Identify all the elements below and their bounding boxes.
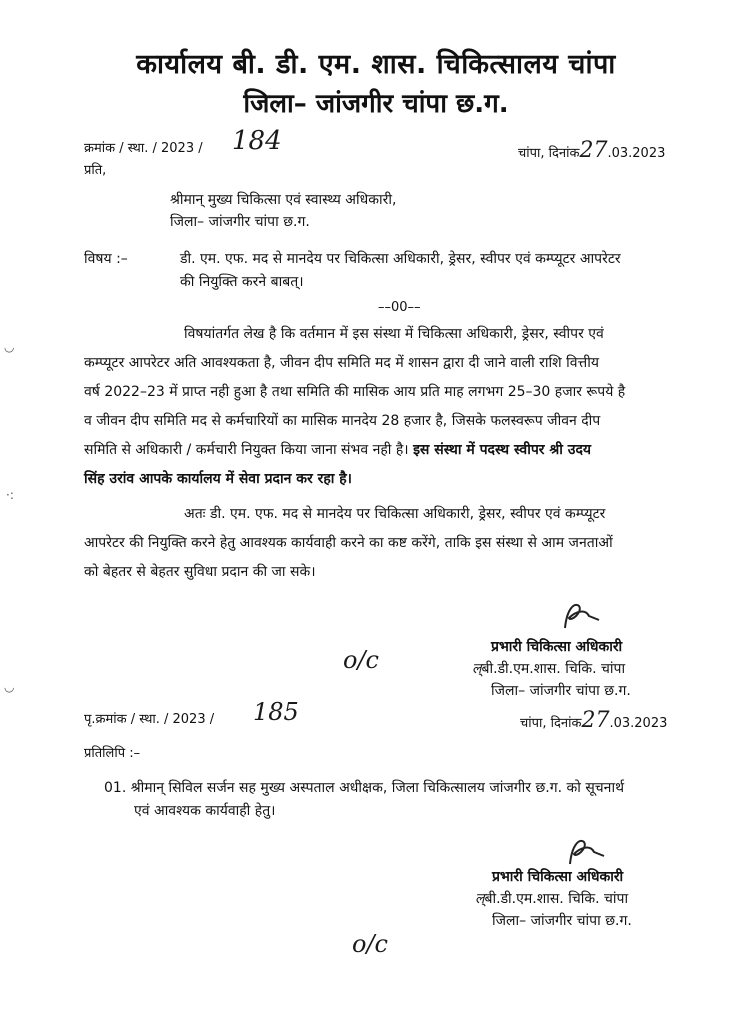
subject-label: विषय :–: [84, 251, 128, 267]
bold-statement-line: सिंह उरांव आपके कार्यालय में सेवा प्रदान कर रहा है।: [84, 471, 352, 487]
signature-mark: [560, 834, 610, 870]
copy-label: प्रतिलिपि :–: [84, 746, 141, 761]
paragraph-line: वर्ष 2022–23 में प्राप्त नही हुआ है तथा समिति की मासिक आय प्रति माह लगभग 25–30 हजार रूपये है: [84, 384, 626, 400]
signatory-district: जिला– जांजगीर चांपा छ.ग.: [491, 683, 631, 699]
copy-item-line-2: एवं आवश्यक कार्यवाही हेतु।: [134, 803, 276, 819]
signatory-designation: प्रभारी चिकित्सा अधिकारी: [491, 639, 623, 655]
signatory-office: ल्बी.डी.एम.शास. चिकि. चांपा: [472, 661, 626, 677]
paragraph-line: अतः डी. एम. एफ. मद से मानदेय पर चिकित्सा अधिकारी, ड्रेसर, स्वीपर एवं कम्प्यूटर: [184, 506, 606, 522]
date-line: [518, 138, 665, 163]
scan-punch-mark: ◡: [4, 680, 15, 694]
paragraph-line: व जीवन दीप समिति मद से कर्मचारियों का मासिक मानदेय 28 हजार है, जिसके फलस्वरूप जीवन दीप: [84, 413, 601, 429]
date-suffix: .03.2023: [607, 146, 666, 161]
paragraph-line: विषयांतर्गत लेख है कि वर्तमान में इस संस्था में चिकित्सा अधिकारी, ड्रेसर, स्वीपर एवं: [184, 326, 604, 342]
subject-line-2: की नियुक्ति करने बाबत्।: [180, 274, 304, 290]
copy-signatory-district: जिला– जांजगीर चांपा छ.ग.: [492, 913, 632, 929]
reference-label: क्रमांक / स्था. / 2023 /: [84, 141, 203, 156]
copy-reference-label: पृ.क्रमांक / स्था. / 2023 /: [84, 712, 215, 727]
copy-signatory-designation: प्रभारी चिकित्सा अधिकारी: [492, 869, 624, 885]
bold-statement: इस संस्था में पदस्थ स्वीपर श्री उदय: [413, 442, 592, 458]
copy-reference-number-handwritten: 185: [253, 698, 299, 726]
separator: ––00––: [378, 300, 421, 315]
paragraph-line: को बेहतर से बेहतर सुविधा प्रदान की जा सके।: [84, 564, 316, 580]
subject-line-1: डी. एम. एफ. मद से मानदेय पर चिकित्सा अधिकारी, ड्रेसर, स्वीपर एवं कम्प्यूटर आपरेटर: [180, 251, 621, 267]
paragraph-line: कम्प्यूटर आपरेटर अति आवश्यकता है, जीवन दीप समिति मद में शासन द्वारा दी जाने वाली राशि वित्तीय: [84, 355, 599, 371]
scan-punch-mark: ◡: [4, 340, 15, 354]
copy-date-line: चांपा, दिनांक27.03.2023: [520, 708, 668, 733]
handwritten-note-oc: o/c: [343, 646, 379, 674]
date-prefix: चांपा, दिनांक: [518, 146, 580, 161]
copy-signatory-office: ल्बी.डी.एम.शास. चिकि. चांपा: [475, 891, 629, 907]
scan-punch-mark: ·:: [6, 488, 14, 502]
to-label: प्रति,: [84, 163, 107, 178]
copy-handwritten-note-oc: o/c: [352, 930, 388, 958]
reference-number-handwritten: 184: [232, 126, 282, 156]
date-day-handwritten: 27: [579, 138, 608, 163]
body-paragraph-1: [84, 320, 625, 494]
recipient-line-1: श्रीमान् मुख्य चिकित्सा एवं स्वास्थ्य अधिकारी,: [170, 192, 397, 208]
paragraph-line: समिति से अधिकारी / कर्मचारी नियुक्त किया जाना संभव नही है। इस संस्था में पदस्थ स्वीपर श्री उदय: [84, 442, 592, 458]
office-title: कार्यालय बी. डी. एम. शास. चिकित्सालय चांपा: [136, 49, 616, 80]
recipient-line-2: जिला– जांजगीर चांपा छ.ग.: [170, 214, 310, 230]
copy-item-line-1: 01. श्रीमान् सिविल सर्जन सह मुख्य अस्पताल अधीक्षक, जिला चिकित्सालय जांजगीर छ.ग. को सूचनार्थ: [104, 780, 625, 796]
office-district: जिला– जांजगीर चांपा छ.ग.: [243, 89, 509, 119]
body-paragraph-2: [84, 500, 613, 587]
paragraph-line: आपरेटर की नियुक्ति करने हेतु आवश्यक कार्यवाही करने का कष्ट करेंगे, ताकि इस संस्था से आम जनताओं: [84, 535, 613, 551]
copy-date-day-handwritten: 27: [581, 708, 610, 733]
signature-mark: [555, 598, 605, 634]
